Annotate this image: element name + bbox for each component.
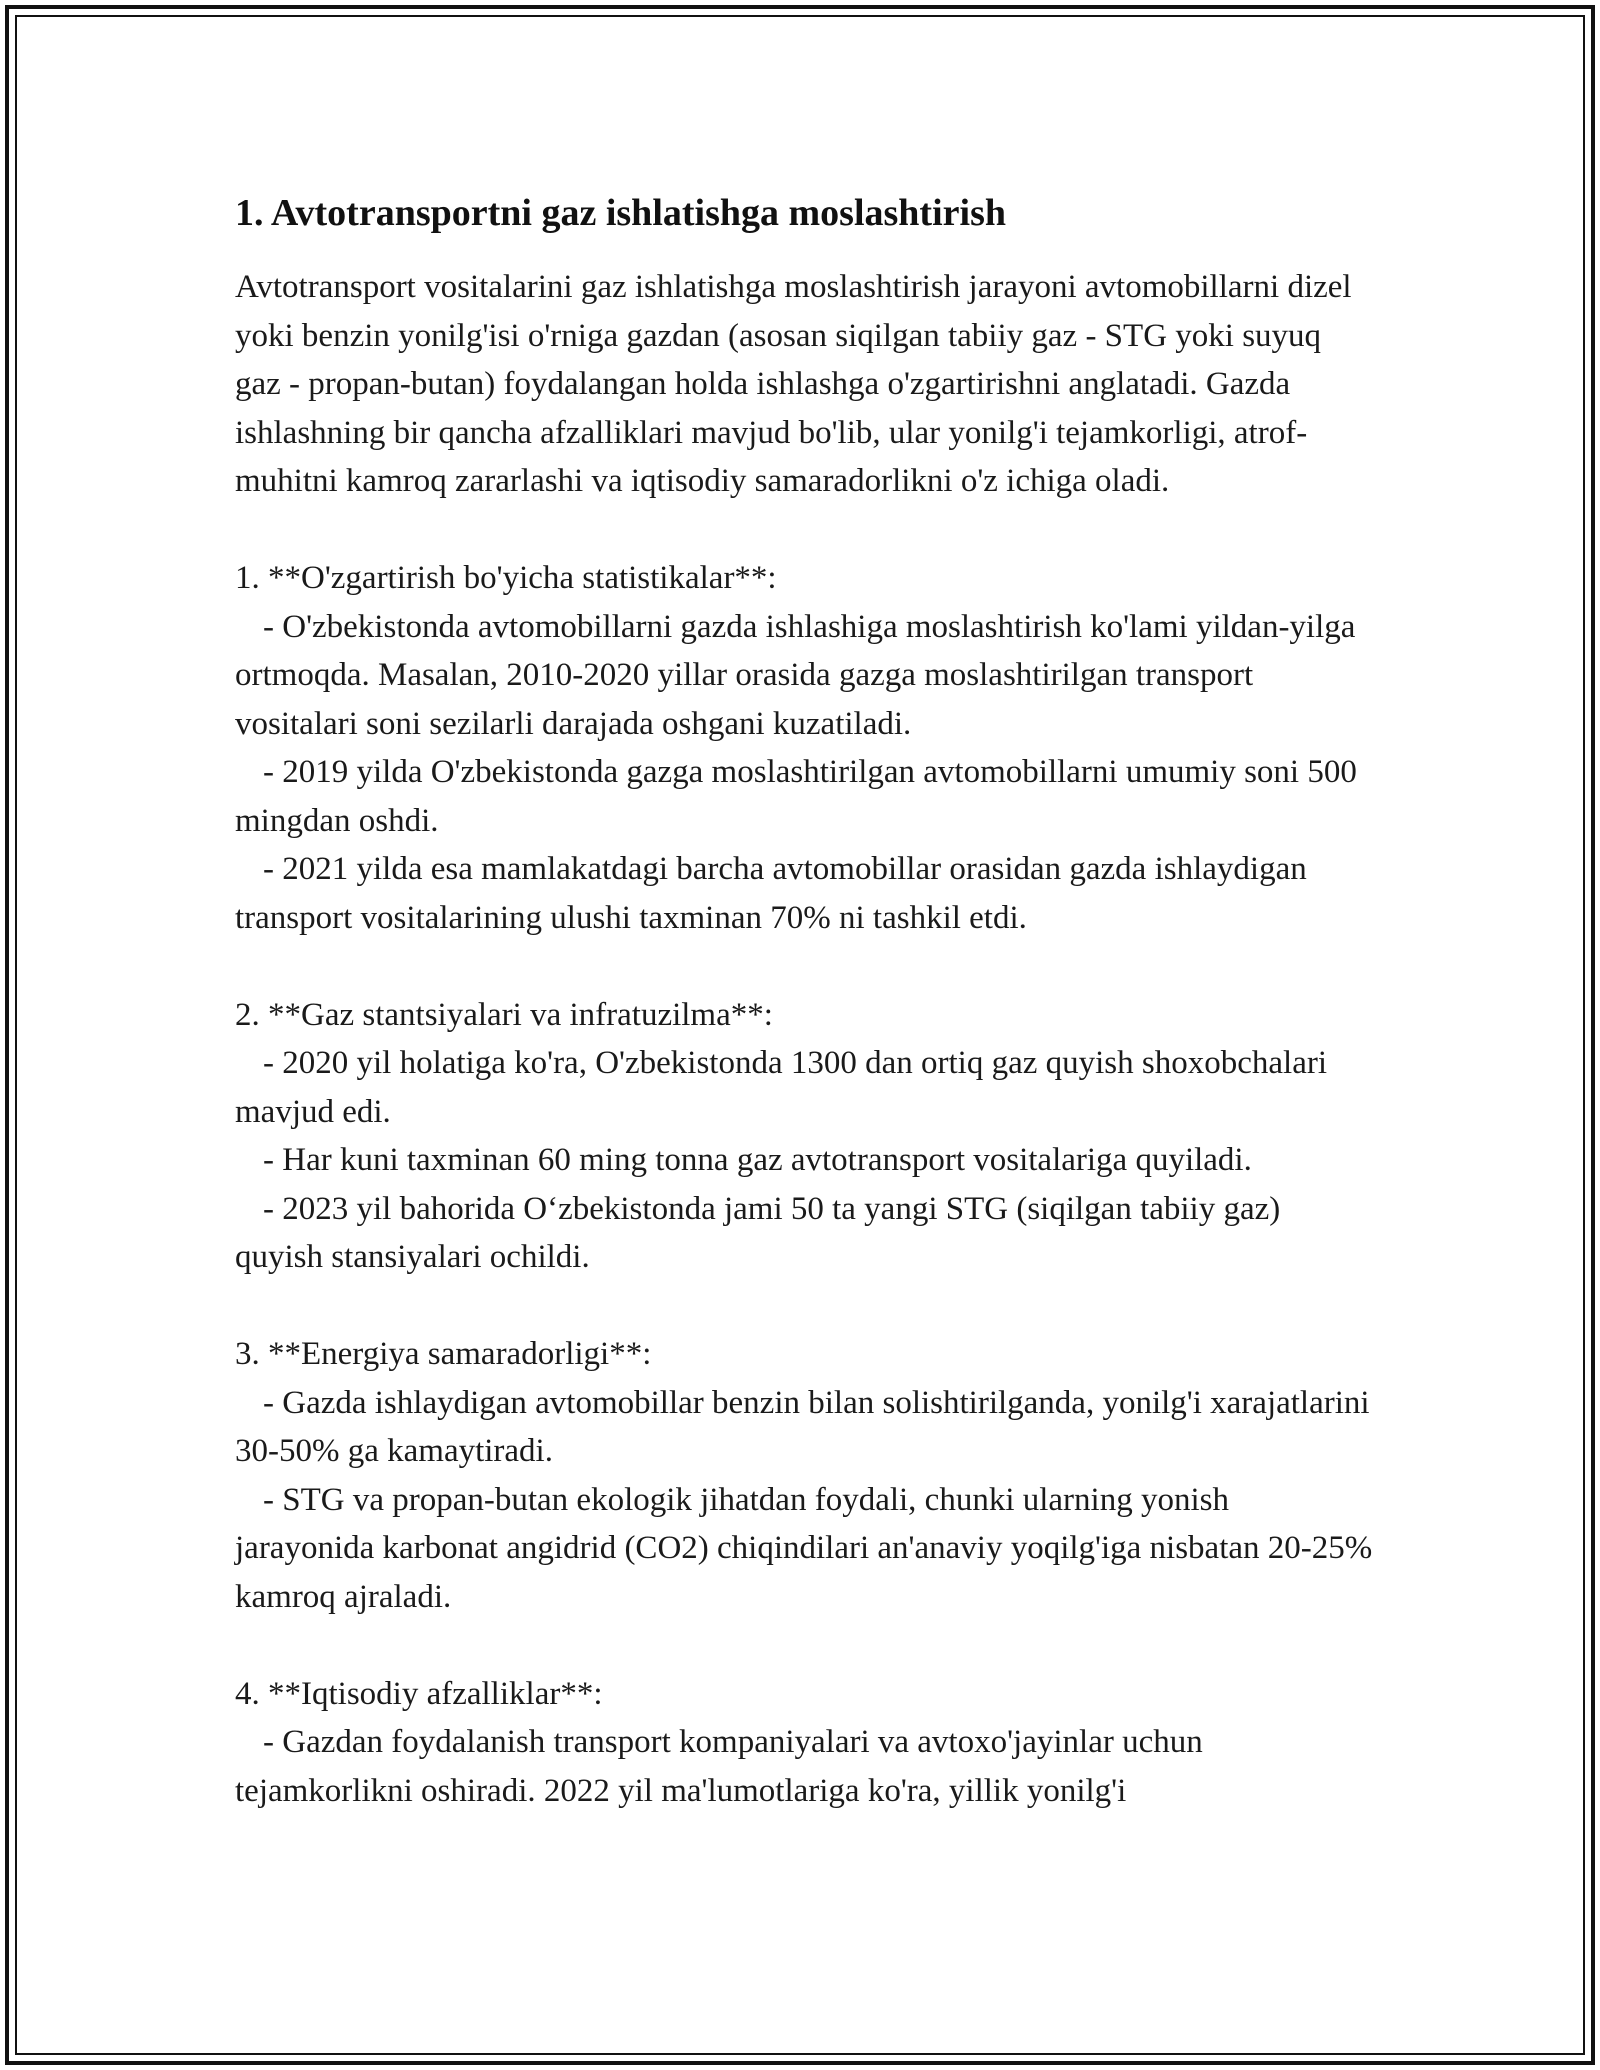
section-heading: 2. **Gaz stantsiyalari va infratuzilma**: [235,996,773,1033]
intro-paragraph: Avtotransport vositalarini gaz ishlatishga moslashtirish jarayoni avtomobillarni dizel yoki benzin yonilg'isi o'rniga gazdan (asosan siqilgan tabiiy gaz - STG yoki suyuq gaz - propan-butan) foydalangan holda ishlashga o'zgartirishni anglatadi. Gazda ishlashning bir qancha afzalliklari mavjud bo'lib, ular yonilg'i tejamkorligi, atrof-muhitni kamroq zararlashi va iqtisodiy samaradorlikni o'z ichiga oladi. [235,269,1360,499]
section-heading: 4. **Iqtisodiy afzalliklar**: [235,1675,603,1712]
spacer [235,1282,1375,1331]
list-item: - O'zbekistonda avtomobillarni gazda ishlashiga moslashtirish ko'lami yildan-yilga ortmoqda. Masalan, 2010-2020 yillar orasida gazga moslashtirilgan transport vositalari soni sezilarli darajada oshgani kuzatiladi. [235,608,1364,742]
document-title: 1. Avtotransportni gaz ishlatishga moslashtirish [235,192,1006,234]
list-item: - Har kuni taxminan 60 ming tonna gaz avtotransport vositalariga quyiladi. [263,1142,1252,1178]
list-item: - 2020 yil holatiga ko'ra, O'zbekistonda 1300 dan ortiq gaz quyish shoxobchalari mavjud edi. [235,1045,1336,1130]
list-item: - Gazdan foydalanish transport kompaniyalari va avtoxo'jayinlar uchun tejamkorlikni oshiradi. 2022 yil ma'lumotlariga ko'ra, yillik yonilg'i [235,1724,1211,1809]
section-statistics [235,554,1375,942]
document-body [235,185,1381,1815]
list-item: - STG va propan-butan ekologik jihatdan foydali, chunki ularning yonish jarayonida karbonat angidrid (CO2) chiqindilari an'anaviy yoqilg'iga nisbatan 20-25% kamroq ajraladi. [235,1481,1381,1615]
section-economic-benefits [235,1670,1375,1816]
section-infrastructure [235,991,1375,1282]
list-item: - 2019 yilda O'zbekistonda gazga moslashtirilgan avtomobillarni umumiy soni 500 mingdan oshdi. [235,754,1366,839]
section-energy-efficiency [235,1330,1381,1621]
list-item: - Gazda ishlaydigan avtomobillar benzin bilan solishtirilganda, yonilg'i xarajatlarini 30-50% ga kamaytiradi. [235,1384,1378,1469]
list-item: - 2023 yil bahorida O‘zbekistonda jami 50 ta yangi STG (siqilgan tabiiy gaz) quyish stansiyalari ochildi. [235,1190,1289,1275]
spacer [235,506,1375,555]
spacer [235,1621,1375,1670]
section-heading: 1. **O'zgartirish bo'yicha statistikalar**: [235,560,777,596]
list-item: - 2021 yilda esa mamlakatdagi barcha avtomobillar orasidan gazda ishlaydigan transport vositalarining ulushi taxminan 70% ni tashkil etdi. [235,851,1315,936]
spacer [235,942,1375,991]
section-heading: 3. **Energiya samaradorligi**: [235,1336,652,1372]
